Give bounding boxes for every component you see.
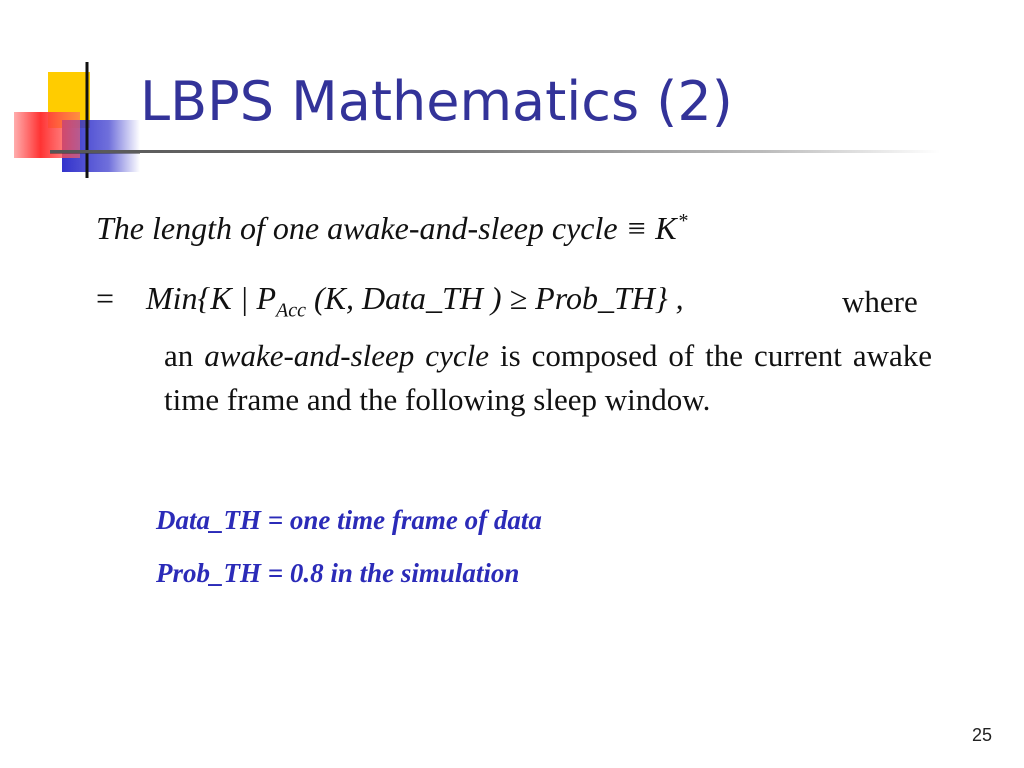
- cycle-description: [164, 334, 932, 422]
- title-divider: [50, 150, 940, 153]
- cycle-description-prefix: an: [164, 338, 205, 373]
- cycle-length-text: The length of one awake-and-sleep cycle ≡ K: [96, 210, 677, 246]
- k-star-superscript: *: [678, 210, 689, 233]
- where-word: where: [842, 284, 918, 319]
- cycle-description-term: awake-and-sleep cycle: [204, 338, 489, 373]
- cycle-length-definition: [96, 210, 689, 247]
- slide-title: LBPS Mathematics (2): [140, 70, 733, 133]
- cycle-description-rest: is composed of the current awake time frame and the following sleep window.: [164, 338, 933, 417]
- page-number: 25: [971, 725, 992, 745]
- equals-sign: =: [96, 280, 115, 316]
- prob-th-note: Prob_TH = 0.8 in the simulation: [156, 558, 520, 588]
- p-acc-subscript: Acc: [276, 299, 307, 322]
- min-formula-post: (K, Data_TH ) ≥ Prob_TH} ,: [306, 280, 684, 316]
- min-formula: [146, 280, 684, 322]
- min-formula-pre: Min{K | P: [146, 280, 277, 316]
- data-th-note: Data_TH = one time frame of data: [156, 505, 542, 535]
- slide-logo-decoration: [0, 0, 140, 190]
